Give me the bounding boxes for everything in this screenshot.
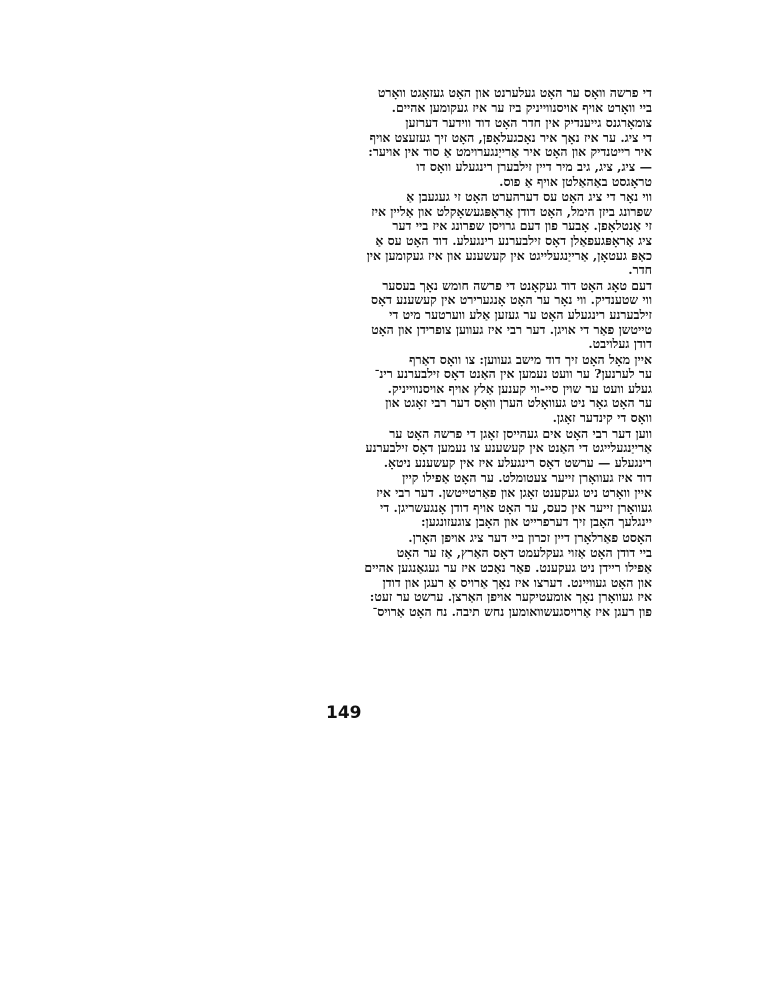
paragraph bbox=[318, 471, 652, 529]
text-line: און האָט געוויינט. דערצו איז נאָך אַרויס אַ רעגן און דודן bbox=[382, 575, 652, 590]
text-line: רינגעלע — ערשט דאָס רינגעלע איז אין קעשענע ניטאָ. bbox=[383, 455, 652, 470]
text-line: ער לערנען? ער וועט נעמען אין האַנט דאָס זילבערנע רינ־ bbox=[374, 367, 652, 382]
text-line: טייטשן פאַר די אויגן. דער רבי איז געווען צופרידן און האָט bbox=[371, 322, 652, 337]
paragraph bbox=[318, 427, 652, 471]
text-line: שפרונג ביזן הימל, האָט דודן אַראָפּגעשאָקלט און אַליין איז bbox=[371, 204, 652, 219]
text-line: חדר. bbox=[628, 263, 652, 278]
text-line: איין וואָרט ניט געקענט זאָגן און פאַרטייטשן. דער רבי איז bbox=[376, 486, 652, 501]
text-line: די פרשה וואָס ער האָט געלערנט און האָט געזאָגט וואָרט bbox=[377, 86, 652, 100]
text-line: — ציג, ציג, גיב מיר דיין זילבערן רינגעלע וואָס דו bbox=[416, 159, 652, 174]
text-line: צומאָרגנס גייענדיק אין חדר האָט דוד ווידער דערזען bbox=[405, 116, 652, 131]
page-number: 149 bbox=[326, 703, 362, 723]
paragraph bbox=[318, 353, 652, 426]
text-line: דודן געלויבט. bbox=[588, 337, 652, 352]
text-line: וואָס די קינדער זאָגן. bbox=[552, 411, 652, 426]
paragraph bbox=[318, 116, 652, 189]
text-line: אַפילו ריידן ניט געקענט. פאַר נאַכט איז ער געגאַנגען אהיים bbox=[364, 561, 652, 575]
text-line: דעם טאָג האָט דוד געקאָנט די פרשה חומש נאָך בעסער bbox=[382, 278, 652, 293]
text-line: זי אַנטלאָפן. אָבער פון דעם גרויסן שפרונג איז ביי דער bbox=[392, 219, 652, 234]
body-text bbox=[318, 86, 652, 620]
text-line: איין מאָל האָט זיך דוד מישב געווען: צו וואָס דאַרף bbox=[409, 352, 652, 367]
text-line: אַרייַנגעלייגט די האַנט אין קעשענע צו נעמען דאָס זילבערנע bbox=[365, 441, 652, 456]
text-line: ווען דער רבי האָט אים געהייסן זאָגן די פרשה האָט ער bbox=[389, 426, 652, 441]
text-line: ביי דודן האָט אַזוי געקלעמט דאָס האַרץ, אַז ער האָט bbox=[396, 546, 652, 561]
text-line: ציג אַראָפּגעפאַלן דאָס זילבערנע רינגעלע. דוד האָט עס אַ bbox=[375, 233, 652, 248]
text-line: יינגלעך האָבן זיך דערפרייט און האָבן צוגעזונגען: bbox=[420, 515, 652, 530]
text-line: ביי וואָרט אויף אויסנווייניק ביז ער איז געקומען אהיים. bbox=[391, 100, 652, 115]
text-line: געלע וועט ער שוין סיי-ווי קענען אַלץ אויף אויסנווייניק. bbox=[387, 381, 652, 396]
text-line: זילבערנע רינגעלע האָט ער געזען אַלע ווערטער מיט די bbox=[389, 307, 652, 322]
text-line: פון רעגן איז אַרויסגעשוואומען נחש תיבה. נח האָט אַרויס־ bbox=[372, 604, 652, 619]
text-line: איר רייטנדיק און האָט איר אַרייַנגערוימט אַ סוד אין אויער: bbox=[368, 145, 652, 160]
paragraph bbox=[318, 531, 652, 546]
text-line: טראָגסט באַהאַלטן אויף אַ פוס. bbox=[499, 174, 652, 189]
text-line: כאַפּ געטאָן, אַרייַנגעלייגט אין קעשענע און איז געקומען אין bbox=[366, 248, 652, 263]
text-line: געוואָרן זייער אין כעס, ער האָט אויף דודן אָנגעשריגן. די bbox=[380, 500, 652, 515]
text-line: ווי נאָר די ציג האָט עס דערהערט האָט זי געגעבן אַ bbox=[406, 190, 652, 205]
text-line: איז געוואָרן נאָך אומעטיקער אויפן האַרצן. ערשט ער זעט: bbox=[369, 590, 652, 605]
text-line: דוד איז געוואָרן זייער צעטומלט. ער האָט אַפילו קיין bbox=[402, 471, 652, 486]
paragraph bbox=[318, 86, 652, 115]
text-line: ווי שטענדיק. ווי נאָר ער האָט אָנגערירט אין קעשענע דאָס bbox=[371, 293, 652, 308]
text-line: ער האָט גאָר ניט געוואָלט הערן וואָס דער רבי זאָגט און bbox=[385, 396, 652, 411]
text-line: האָסט פאַרלאָרן דיין זכרון ביי דער ציג אויפן האָרן. bbox=[408, 530, 652, 545]
text-line: די ציג. ער איז נאָך איר נאָכגעלאָפן, האָט זיך געזעצט אויף bbox=[369, 130, 652, 145]
paragraph bbox=[318, 546, 652, 619]
paragraph bbox=[318, 190, 652, 278]
paragraph bbox=[318, 279, 652, 352]
